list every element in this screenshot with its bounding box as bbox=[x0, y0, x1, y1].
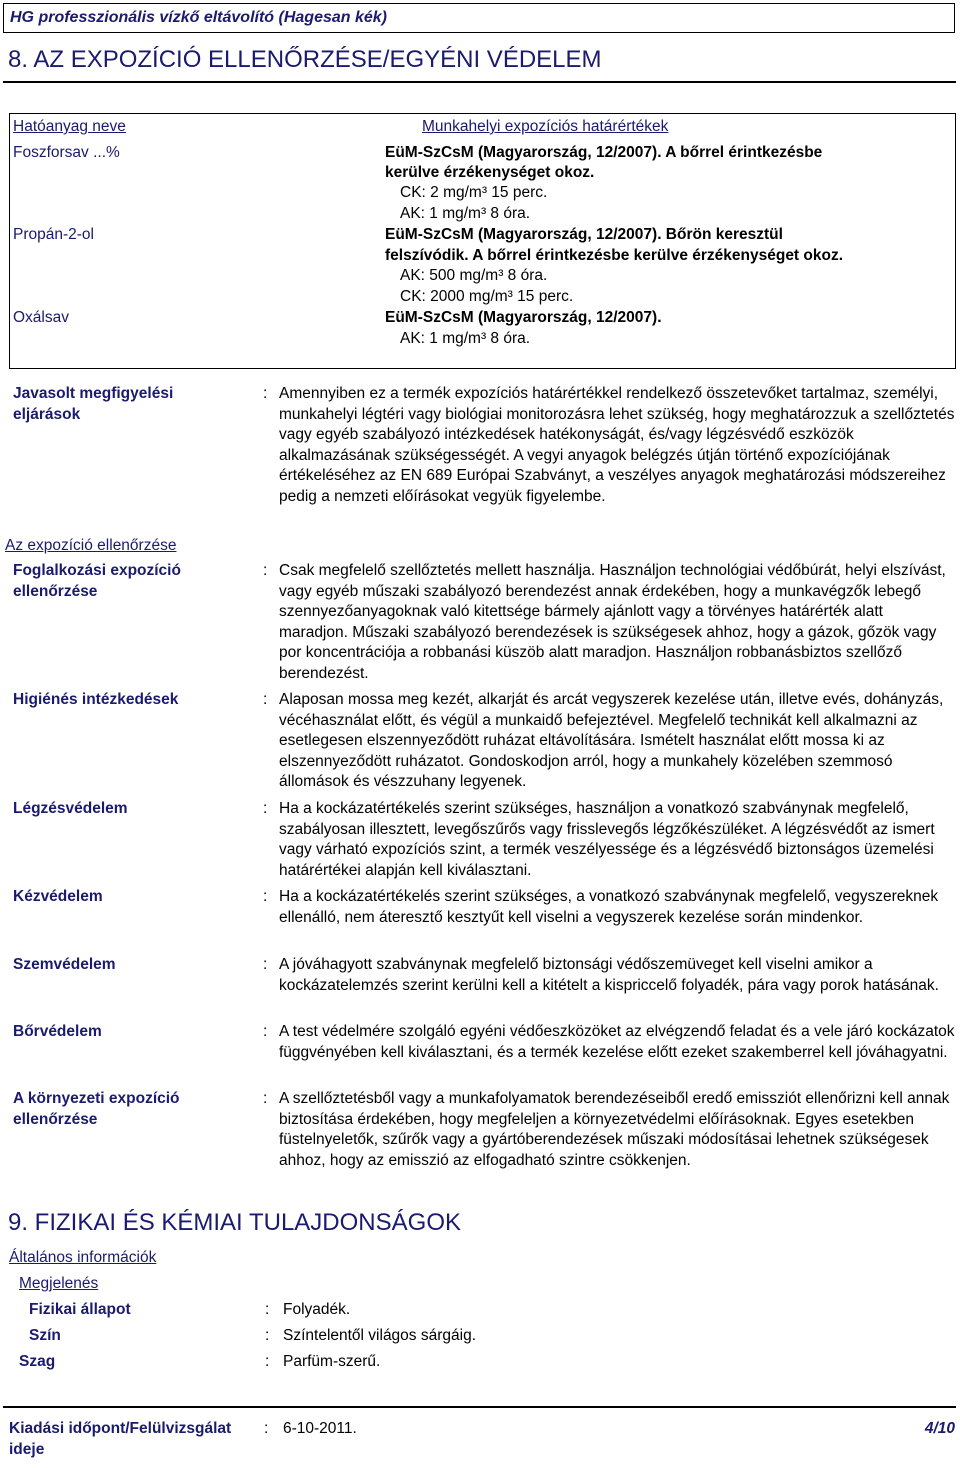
colon: : bbox=[265, 1353, 270, 1370]
footer-divider bbox=[3, 1406, 956, 1408]
property-label: Szag bbox=[19, 1353, 56, 1370]
document-title: HG professzionális vízkő eltávolító (Hagesan kék) bbox=[10, 9, 387, 26]
colon: : bbox=[263, 800, 268, 817]
limit-line: kerülve érzékenységet okoz. bbox=[385, 164, 595, 181]
measure-label: Légzésvédelem bbox=[13, 800, 128, 817]
colon: : bbox=[263, 691, 268, 708]
limit-line: felszívódik. A bőrrel érintkezésbe kerülve érzékenységet okoz. bbox=[385, 247, 844, 264]
colon: : bbox=[263, 1090, 268, 1107]
substance-name: Foszforsav ...% bbox=[13, 144, 120, 161]
section-divider bbox=[3, 81, 956, 83]
property-label: Fizikai állapot bbox=[29, 1301, 131, 1318]
section-9-title: 9. FIZIKAI ÉS KÉMIAI TULAJDONSÁGOK bbox=[8, 1209, 461, 1236]
colon: : bbox=[263, 385, 268, 402]
limit-line: CK: 2000 mg/m³ 15 perc. bbox=[400, 288, 574, 305]
substance-column-header: Hatóanyag neve bbox=[13, 118, 126, 135]
section-8-title: 8. AZ EXPOZÍCIÓ ELLENŐRZÉSE/EGYÉNI VÉDELEM bbox=[8, 46, 602, 73]
general-info-heading: Általános információk bbox=[9, 1249, 157, 1266]
property-value: Folyadék. bbox=[283, 1301, 351, 1318]
measure-label: Foglalkozási expozíció ellenőrzése bbox=[13, 562, 181, 600]
exposure-control-heading: Az expozíció ellenőrzése bbox=[5, 537, 177, 554]
limit-line: AK: 1 mg/m³ 8 óra. bbox=[400, 330, 531, 347]
colon: : bbox=[263, 562, 268, 579]
limit-line: AK: 500 mg/m³ 8 óra. bbox=[400, 267, 548, 284]
appearance-heading: Megjelenés bbox=[19, 1275, 99, 1292]
limit-line: EüM-SzCsM (Magyarország, 12/2007). bbox=[385, 309, 662, 326]
colon: : bbox=[264, 1420, 269, 1437]
measure-label: Bőrvédelem bbox=[13, 1023, 102, 1040]
measure-text: A test védelmére szolgáló egyéni védőeszközöket az elvégzendő feladat és a vele járó kockázatok függvényében kell kiválasztani, és a termék kezelése előtt ezeket szakemberrel kell jóváhagyatni. bbox=[279, 1023, 955, 1061]
property-value: Parfüm-szerű. bbox=[283, 1353, 381, 1370]
limit-line: EüM-SzCsM (Magyarország, 12/2007). Bőrön keresztül bbox=[385, 226, 783, 243]
colon: : bbox=[263, 956, 268, 973]
substance-name: Propán-2-ol bbox=[13, 226, 94, 243]
measure-label: Higiénés intézkedések bbox=[13, 691, 179, 708]
measure-text: Ha a kockázatértékelés szerint szükséges, használjon a vonatkozó szabványnak megfelelő, szabályosan illesztett, levegőszűrős vagy frisslevegős légzőkészüléket. A légzésvédőt az ismert vagy várható expozíciós szint, a termék veszélyessége és a légzésvédő biztonságos üzemelési határértékei alapján kell kiválasztani. bbox=[279, 800, 935, 879]
measure-label: A környezeti expozíció ellenőrzése bbox=[13, 1090, 180, 1128]
monitoring-text: Amennyiben ez a termék expozíciós határértékkel rendelkező összetevőket tartalmaz, személyi, munkahelyi légtéri vagy biológiai monitorozásra lehet szükség, hogy meghatározzuk a szellőztetés vagy egyéb szabályozó intézkedések hatékonyságát, és/vagy légzésvédő eszközök alkalmazásának szükségességét. A vegyi anyagok belégzés útján történő expozíciójának értékeléséhez az EN 689 Európai Szabványt, a veszélyes anyagok meghatározási módszereihez pedig a nemzeti előírásokat vegyük figyelembe. bbox=[279, 385, 955, 505]
colon: : bbox=[265, 1301, 270, 1318]
measure-text: Csak megfelelő szellőztetés mellett használja. Használjon technológiai védőbúrát, helyi elszívást, vagy egyéb műszaki szabályozó berendezést annak érdekében, hogy a munkavégzők lebegő szennyezőanyagoknak való kitettsége bármely ajánlott vagy a törvényes határérték alatt maradjon. Műszaki szabályozó berendezések is szükségesek ahhoz, hogy a gázok, gőzök vagy por koncentrációja a robbanási küszöb alatt maradjon. Használjon robbanásbiztos szellőző berendezést. bbox=[279, 562, 946, 682]
limit-line: EüM-SzCsM (Magyarország, 12/2007). A bőrrel érintkezésbe bbox=[385, 144, 823, 161]
property-label: Szín bbox=[29, 1327, 61, 1344]
revision-date-label: Kiadási időpont/Felülvizsgálat ideje bbox=[9, 1420, 232, 1458]
colon: : bbox=[265, 1327, 270, 1344]
measure-text: A jóváhagyott szabványnak megfelelő biztonsági védőszemüveget kell viselni amikor a kockázatelemzés szerint kerülni kell a kitételt a kispriccelő folyadék, pára vagy porok hatásának. bbox=[279, 956, 939, 994]
colon: : bbox=[263, 1023, 268, 1040]
colon: : bbox=[263, 888, 268, 905]
measure-label: Szemvédelem bbox=[13, 956, 116, 973]
limits-column-header: Munkahelyi expozíciós határértékek bbox=[422, 118, 669, 135]
substance-name: Oxálsav bbox=[13, 309, 69, 326]
measure-text: A szellőztetésből vagy a munkafolyamatok berendezéseiből eredő emissziót ellenőrizni kell annak biztosítása érdekében, hogy megfeleljen a környezetvédelmi előírásoknak. Egyes esetekben füstelnyeletők, szűrők vagy a gyártóberendezések műszaki módosításai lehetnek szükségesek ahhoz, hogy az emisszió az elfogadható szintre csökkenjen. bbox=[279, 1090, 950, 1169]
measure-label: Kézvédelem bbox=[13, 888, 103, 905]
measure-text: Alaposan mossa meg kezét, alkarját és arcát vegyszerek kezelése után, illetve evés, dohányzás, vécéhasználat előtt, és végül a munkaidő befejeztével. Megfelelő technikát kell alkalmazni az esetlegesen elszennyeződött ruházat eltávolítására. Ismételt használat előtt mossa ki az elszennyeződött ruházatot. Gondoskodjon arról, hogy a munkahely közelében szemmosó állomások és vészzuhany legyenek. bbox=[279, 691, 944, 791]
monitoring-label: Javasolt megfigyelési eljárások bbox=[13, 385, 174, 423]
measure-text: Ha a kockázatértékelés szerint szükséges, a vonatkozó szabványnak megfelelő, vegyszereknek ellenálló, nem áteresztő kesztyűt kell viselni a vegyszerek kezelése során mindenkor. bbox=[279, 888, 939, 926]
property-value: Színtelentől világos sárgáig. bbox=[283, 1327, 477, 1344]
limit-line: CK: 2 mg/m³ 15 perc. bbox=[400, 184, 548, 201]
page-number: 4/10 bbox=[924, 1420, 955, 1437]
limit-line: AK: 1 mg/m³ 8 óra. bbox=[400, 205, 531, 222]
revision-date: 6-10-2011. bbox=[283, 1420, 357, 1437]
